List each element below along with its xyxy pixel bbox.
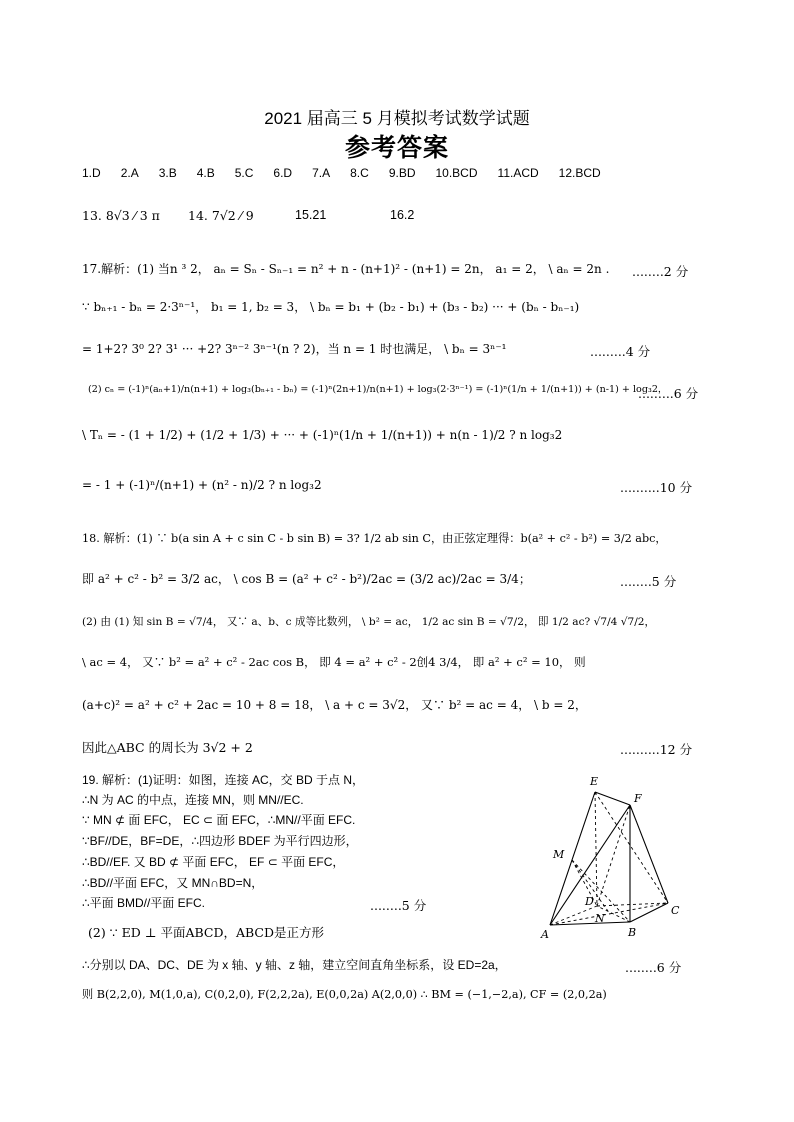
q19-score-7: ........5 分: [370, 898, 427, 913]
choice-1: 1.D: [82, 166, 101, 180]
q17-line-1: 17.解析：(1) 当n ³ 2， aₙ = Sₙ - Sₙ₋₁ = n² + n - (n+1)² - (n+1) = 2n， a₁ = 2， \ aₙ = 2n .: [82, 262, 610, 276]
q18-line-5: (a+c)² = a² + c² + 2ac = 10 + 8 = 18， \ a + c = 3√2， 又∵ b² = ac = 4， \ b = 2，: [82, 698, 587, 712]
q19-score-9: ........6 分: [625, 960, 682, 975]
answer-14: 14. 7√2 ⁄ 9: [188, 208, 254, 223]
choice-10: 10.BCD: [435, 166, 478, 180]
choice-9: 9.BD: [388, 166, 416, 180]
q17-line-6: = - 1 + (-1)ⁿ/(n+1) + (n² - n)/2 ? n log₃2: [82, 478, 322, 492]
q19-line-6: ∴BD//平面 EFC，又 MN∩BD=N，: [82, 876, 264, 890]
q18-line-4: \ ac = 4， 又∵ b² = a² + c² - 2ac cos B， 即 4 = a² + c² - 2创4 3/4， 即 a² + c² = 10， 则: [82, 655, 586, 669]
choice-6: 6.D: [273, 166, 293, 180]
q19-line-2: ∴N 为 AC 的中点，连接 MN，则 MN//EC.: [82, 793, 304, 807]
choice-5: 5.C: [234, 166, 254, 180]
label-B: B: [628, 926, 637, 939]
choice-2: 2.A: [120, 166, 139, 180]
geometry-figure: [535, 770, 695, 950]
q17-score-4: .........6 分: [638, 386, 699, 401]
edge-A-D: [550, 906, 597, 925]
edge-E-D: [595, 792, 597, 906]
q19-line-3: ∵ MN ⊄ 面 EFC， EC ⊂ 面 EFC，∴MN//平面 EFC.: [82, 813, 356, 827]
choice-7: 7.A: [312, 166, 331, 180]
edge-A-C: [550, 903, 668, 925]
q18-line-1: 18. 解析：(1) ∵ b(a sin A + c sin C - b sin B) = 3? 1/2 ab sin C，由正弦定理得：b(a² + c² - b²) = 3/2 abc，: [82, 532, 667, 545]
choice-8: 8.C: [350, 166, 369, 180]
q18-score-6: ..........12 分: [620, 742, 693, 757]
label-A: A: [541, 928, 549, 941]
label-M: M: [553, 848, 565, 861]
q17-line-5: \ Tₙ = - (1 + 1/2) + (1/2 + 1/3) + ··· + (-1)ⁿ(1/n + 1/(n+1)) + n(n - 1)/2 ? n log₃2: [82, 428, 563, 442]
q17-score-3: .........4 分: [590, 344, 651, 359]
answer-15: 15.21: [295, 208, 327, 222]
edge-D-F: [597, 805, 630, 906]
q17-line-4: (2) cₙ = (-1)ⁿ(aₙ+1)/n(n+1) + log₃(bₙ₊₁ - bₙ) = (-1)ⁿ(2n+1)/n(n+1) + log₃(2·3ⁿ⁻¹) = (-1)ⁿ(1/n + 1/(n+1)) + (n-1) + log₃2，: [88, 384, 668, 395]
q19-line-9: ∴分别以 DA、DC、DE 为 x 轴、y 轴、z 轴，建立空间直角坐标系，设 ED=2a，: [82, 958, 507, 972]
q17-score-1: ........2 分: [632, 264, 689, 279]
q18-line-3: (2) 由 (1) 知 sin B = √7/4， 又∵ a、b、c 成等比数列， \ b² = ac， 1/2 ac sin B = √7/2， 即 1/2 ac? √7/4 √7/2，: [82, 616, 656, 628]
label-N: N: [595, 912, 605, 925]
edge-D-C: [597, 903, 668, 906]
q18-line-6: 因此△ABC 的周长为 3√2 + 2: [82, 740, 253, 755]
choice-4: 4.B: [196, 166, 215, 180]
exam-title: 2021 届高三 5 月模拟考试数学试题: [264, 109, 530, 128]
q19-line-1: 19. 解析：(1)证明：如图，连接 AC，交 BD 于点 N，: [82, 773, 365, 787]
choice-3: 3.B: [158, 166, 177, 180]
q17-score-6: ..........10 分: [620, 480, 693, 495]
q19-line-4: ∵BF//DE，BF=DE，∴四边形 BDEF 为平行四边形，: [82, 834, 358, 848]
label-D: D: [585, 895, 594, 908]
q19-line-5: ∴BD//EF. 又 BD ⊄ 平面 EFC， EF ⊂ 平面 EFC，: [82, 855, 345, 869]
label-F: F: [634, 792, 642, 805]
answer-title: 参考答案: [344, 133, 449, 162]
q18-score-2: ........5 分: [620, 574, 677, 589]
answer-13: 13. 8√3 ⁄ 3 π: [82, 208, 160, 223]
label-E: E: [590, 775, 599, 788]
q18-line-2: 即 a² + c² - b² = 3/2 ac， \ cos B = (a² + c² - b²)/2ac = (3/2 ac)/2ac = 3/4；: [82, 572, 531, 586]
q17-line-3: = 1+2? 3⁰ 2? 3¹ ··· +2? 3ⁿ⁻² 3ⁿ⁻¹(n ? 2)，当 n = 1 时也满足， \ bₙ = 3ⁿ⁻¹: [82, 342, 507, 356]
choice-answers: [82, 166, 621, 181]
choice-12: 12.BCD: [558, 166, 601, 180]
q19-line-8: (2) ∵ ED ⊥ 平面ABCD，ABCD是正方形: [88, 925, 325, 940]
edge-B-C: [630, 903, 668, 922]
q19-line-7: ∴平面 BMD//平面 EFC.: [82, 896, 205, 910]
q17-line-2: ∵ bₙ₊₁ - bₙ = 2·3ⁿ⁻¹， b₁ = 1, b₂ = 3， \ bₙ = b₁ + (b₂ - b₁) + (b₃ - b₂) ··· + (bₙ - bₙ₋₁): [82, 300, 580, 314]
label-C: C: [671, 904, 680, 917]
q19-line-10: 则 B(2,2,0), M(1,0,a), C(0,2,0), F(2,2,2a), E(0,0,2a) A(2,0,0) ∴ BM = (−1,−2,a), CF = (2,0,2a): [82, 988, 607, 1001]
choice-11: 11.ACD: [497, 166, 539, 180]
answer-16: 16.2: [390, 208, 415, 222]
edge-E-F: [595, 792, 630, 805]
